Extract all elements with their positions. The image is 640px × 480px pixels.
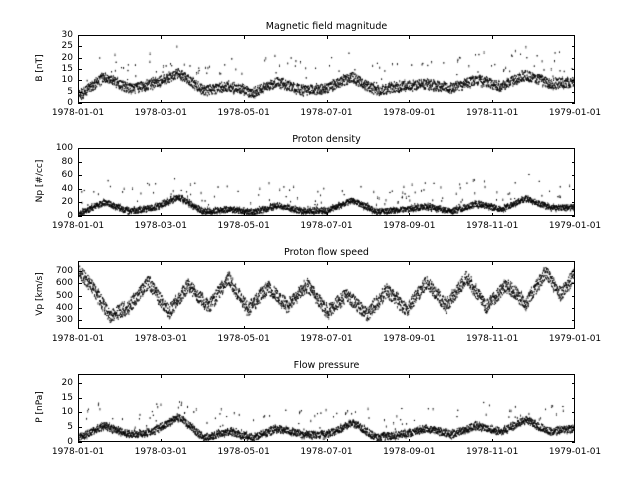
y-tick-label: 5 [67,86,73,97]
y-tick-label: 700 [55,265,73,276]
y-tick-mark [572,398,576,399]
y-axis-label: B [nT] [35,54,45,82]
x-tick-mark [244,374,245,378]
y-tick-mark [572,202,576,203]
y-tick-mark [78,320,82,321]
x-tick-mark [409,213,410,217]
y-tick-mark [572,46,576,47]
y-tick-mark [572,175,576,176]
y-tick-label: 100 [55,143,73,153]
y-tick-label: 15 [61,392,73,403]
y-tick-label: 15 [61,64,73,74]
y-axis-label: P [nPa] [35,391,45,423]
y-tick-mark [78,46,82,47]
x-tick-mark [409,326,410,330]
y-tick-mark [572,271,576,272]
x-tick-label: 1978-11-01 [466,221,519,231]
x-tick-mark [161,439,162,443]
x-tick-mark [78,148,79,152]
x-tick-label: 1978-03-01 [134,108,187,118]
x-tick-label: 1978-09-01 [383,334,436,344]
x-tick-mark [244,326,245,330]
axes-frame [78,148,575,216]
axes-frame [78,374,575,442]
y-tick-mark [78,58,82,59]
x-tick-label: 1978-01-01 [51,221,105,231]
x-tick-mark [492,35,493,39]
y-tick-label: 80 [61,156,73,167]
x-tick-mark [409,439,410,443]
x-tick-mark [492,148,493,152]
x-tick-label: 1979-01-01 [548,108,602,118]
y-tick-mark [78,69,82,70]
x-tick-label: 1978-01-01 [51,334,105,344]
x-tick-label: 1978-05-01 [217,108,270,118]
x-tick-label: 1979-01-01 [548,334,602,344]
x-tick-mark [409,261,410,265]
data-points [79,149,575,216]
panel-title: Proton density [292,134,361,145]
x-tick-label: 1979-01-01 [548,447,602,457]
x-tick-label: 1978-09-01 [383,108,436,118]
x-tick-mark [161,213,162,217]
x-tick-mark [244,261,245,265]
x-tick-mark [78,439,79,443]
y-tick-label: 5 [67,422,73,433]
x-tick-mark [78,35,79,39]
y-tick-mark [572,412,576,413]
x-tick-mark [492,326,493,330]
y-tick-label: 600 [55,278,73,289]
y-tick-label: 0 [67,98,73,108]
chart-panel-3 [35,247,602,344]
axes-frame [78,261,575,329]
y-tick-mark [78,283,82,284]
x-tick-mark [492,374,493,378]
y-tick-mark [572,58,576,59]
x-tick-mark [574,326,575,330]
y-tick-mark [572,427,576,428]
y-tick-mark [572,320,576,321]
y-tick-mark [78,412,82,413]
y-tick-mark [572,162,576,163]
data-points [79,262,575,329]
x-tick-label: 1978-07-01 [300,108,353,118]
y-tick-mark [78,202,82,203]
y-tick-mark [572,92,576,93]
x-tick-mark [244,439,245,443]
x-tick-mark [161,35,162,39]
x-tick-mark [327,213,328,217]
x-tick-mark [78,374,79,378]
y-tick-mark [572,103,576,104]
y-tick-mark [572,442,576,443]
x-tick-mark [327,326,328,330]
y-tick-mark [78,296,82,297]
x-tick-mark [574,100,575,104]
panel-title: Magnetic field magnitude [265,21,388,32]
y-tick-label: 10 [61,75,73,86]
x-tick-mark [78,261,79,265]
x-tick-mark [244,148,245,152]
chart-panel-2 [35,134,602,231]
x-tick-mark [78,100,79,104]
x-tick-mark [161,374,162,378]
x-tick-mark [327,100,328,104]
y-tick-mark [78,383,82,384]
y-tick-label: 40 [61,183,73,194]
x-tick-mark [161,326,162,330]
panel-title: Flow pressure [293,360,360,371]
axes-frame [78,35,575,103]
y-tick-label: 0 [67,211,73,221]
y-tick-mark [78,398,82,399]
x-tick-label: 1978-07-01 [300,334,353,344]
y-tick-label: 20 [61,197,73,208]
y-tick-label: 20 [61,377,73,388]
y-tick-label: 0 [67,437,73,447]
y-tick-mark [572,283,576,284]
x-tick-label: 1978-03-01 [134,221,187,231]
x-tick-mark [409,148,410,152]
chart-panel-1 [35,21,602,118]
y-tick-label: 20 [61,52,73,63]
y-tick-mark [572,296,576,297]
x-tick-label: 1978-05-01 [217,334,270,344]
y-tick-label: 25 [61,41,73,52]
data-points [79,36,575,103]
x-tick-label: 1978-03-01 [134,447,187,457]
chart-panel-4 [35,360,602,457]
x-tick-label: 1978-09-01 [383,447,436,457]
x-tick-mark [409,35,410,39]
y-tick-mark [572,308,576,309]
x-tick-mark [244,100,245,104]
y-tick-mark [78,271,82,272]
panel-title: Proton flow speed [284,247,369,258]
y-tick-mark [572,189,576,190]
y-tick-mark [78,92,82,93]
y-tick-mark [78,189,82,190]
y-axis-label: Vp [km/s] [35,272,45,316]
x-tick-mark [244,213,245,217]
y-tick-label: 10 [61,407,73,418]
y-tick-label: 500 [55,290,73,301]
x-tick-label: 1978-01-01 [51,108,105,118]
x-tick-label: 1978-01-01 [51,447,105,457]
y-tick-mark [78,216,82,217]
x-tick-mark [327,261,328,265]
x-tick-label: 1978-05-01 [217,447,270,457]
x-tick-label: 1978-09-01 [383,221,436,231]
y-tick-mark [572,69,576,70]
x-tick-mark [409,100,410,104]
x-tick-label: 1978-11-01 [466,108,519,118]
x-tick-mark [244,35,245,39]
y-tick-label: 30 [61,30,73,40]
x-tick-mark [327,148,328,152]
x-tick-mark [574,35,575,39]
y-tick-mark [78,80,82,81]
y-tick-label: 300 [55,315,73,326]
x-tick-mark [161,148,162,152]
x-tick-label: 1978-05-01 [217,221,270,231]
x-tick-label: 1978-11-01 [466,447,519,457]
x-tick-mark [492,261,493,265]
data-points [79,375,575,442]
y-tick-mark [572,80,576,81]
x-tick-mark [409,374,410,378]
x-tick-mark [327,374,328,378]
x-tick-label: 1979-01-01 [548,221,602,231]
x-tick-mark [574,148,575,152]
x-tick-mark [574,213,575,217]
y-tick-mark [78,427,82,428]
x-tick-mark [492,439,493,443]
y-tick-mark [572,216,576,217]
x-tick-mark [574,439,575,443]
x-tick-mark [492,100,493,104]
x-tick-mark [78,326,79,330]
x-tick-mark [574,374,575,378]
x-tick-mark [161,100,162,104]
y-tick-label: 400 [55,302,73,313]
x-tick-label: 1978-11-01 [466,334,519,344]
x-tick-label: 1978-03-01 [134,334,187,344]
x-tick-mark [327,35,328,39]
x-tick-mark [574,261,575,265]
y-tick-mark [572,383,576,384]
x-tick-mark [492,213,493,217]
y-axis-label: Np [#/cc] [35,159,45,203]
y-tick-mark [78,103,82,104]
x-tick-mark [161,261,162,265]
x-tick-label: 1978-07-01 [300,221,353,231]
y-tick-mark [78,175,82,176]
y-tick-mark [78,442,82,443]
x-tick-label: 1978-07-01 [300,447,353,457]
y-tick-mark [78,308,82,309]
x-tick-mark [78,213,79,217]
x-tick-mark [327,439,328,443]
y-tick-mark [78,162,82,163]
y-tick-label: 60 [61,170,73,181]
